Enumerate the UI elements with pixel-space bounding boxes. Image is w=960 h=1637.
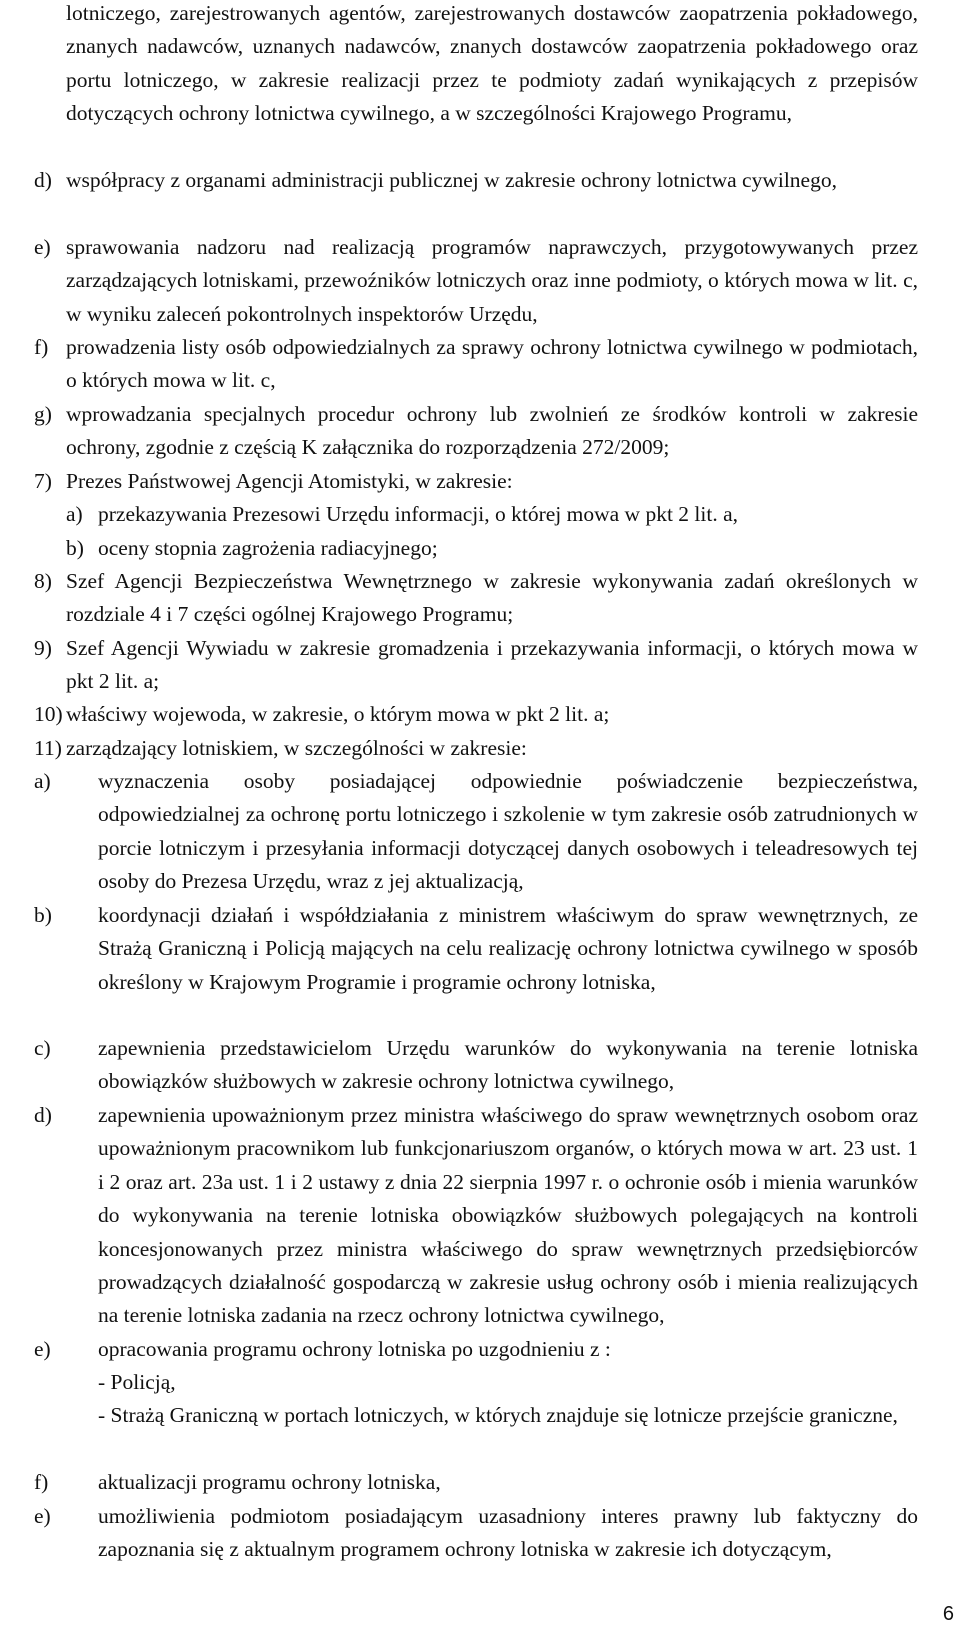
list-label-11e-second: e) xyxy=(34,1504,51,1528)
page-number: 6 xyxy=(942,1603,954,1625)
paragraph-continuation: lotniczego, zarejestrowanych agentów, zarejestrowanych dostawców zaopatrzenia pokładowego, znanych nadawców, uznanych nadawców, znanych dostawców zaopatrzenia pokładowego oraz portu lotniczego, w zakresie realizacji przez te podmioty zadań wynikających z przepisów dotyczących ochrony lotnictwa cywilnego, a w szczególności Krajowego Programu, xyxy=(66,1,918,126)
list-item-11: zarządzający lotniskiem, w szczególności w zakresie: xyxy=(66,736,527,760)
list-item-d: współpracy z organami administracji publicznej w zakresie ochrony lotnictwa cywilnego, xyxy=(66,168,837,192)
list-subitem-straz-graniczna: - Strażą Graniczną w portach lotniczych, w których znajduje się lotnicze przejście graniczne, xyxy=(98,1403,898,1427)
list-label-11d: d) xyxy=(34,1103,52,1127)
list-item-11d: zapewnienia upoważnionym przez ministra właściwego do spraw wewnętrznych osobom oraz upoważnionym pracownikom lub funkcjonariuszom organów, o których mowa w art. 23 ust. 1 i 2 oraz art. 23a ust. 1 i 2 ustawy z dnia 22 sierpnia 1997 r. o ochronie osób i mienia warunków do wykonywania na terenie lotniska obowiązków służbowych polegających na kontroli koncesjonowanych przez ministra właściwego do spraw wewnętrznych przedsiębiorców prowadzących działalność gospodarczą w zakresie usług ochrony osób i mienia realizujących na terenie lotniska zadania na rzecz ochrony lotnictwa cywilnego, xyxy=(98,1103,918,1328)
list-item-7: Prezes Państwowej Agencji Atomistyki, w zakresie: xyxy=(66,469,513,493)
list-label-7b: b) xyxy=(66,536,84,560)
list-label-11b: b) xyxy=(34,903,52,927)
list-label-11e: e) xyxy=(34,1337,51,1361)
list-item-10: właściwy wojewoda, w zakresie, o którym mowa w pkt 2 lit. a; xyxy=(66,702,610,726)
list-label-11a: a) xyxy=(34,769,51,793)
list-item-f: prowadzenia listy osób odpowiedzialnych za sprawy ochrony lotnictwa cywilnego w podmiotach, o których mowa w lit. c, xyxy=(66,335,918,393)
list-label-7a: a) xyxy=(66,502,83,526)
list-item-7b: oceny stopnia zagrożenia radiacyjnego; xyxy=(98,536,438,560)
list-label-11f: f) xyxy=(34,1470,49,1494)
list-label-8: 8) xyxy=(34,569,52,593)
list-label-g: g) xyxy=(34,402,52,426)
list-item-11e: opracowania programu ochrony lotniska po uzgodnieniu z : xyxy=(98,1337,611,1361)
list-subitem-policja: - Policją, xyxy=(98,1370,176,1394)
list-label-f: f) xyxy=(34,335,49,359)
list-label-11: 11) xyxy=(34,736,62,760)
list-label-9: 9) xyxy=(34,636,52,660)
list-item-11a: wyznaczenia osoby posiadającej odpowiednie poświadczenie bezpieczeństwa, odpowiedzialnej za ochronę portu lotniczego i szkolenie w tym zakresie osób zatrudnionych w porcie lotniczym i przesyłania informacji dotyczącej danych osobowych i teleadresowych tej osoby do Prezesa Urzędu, wraz z jej aktualizacją, xyxy=(98,769,918,894)
list-item-7a: przekazywania Prezesowi Urzędu informacji, o której mowa w pkt 2 lit. a, xyxy=(98,502,739,526)
list-item-e: sprawowania nadzoru nad realizacją programów naprawczych, przygotowywanych przez zarządzających lotniskami, przewoźników lotniczych oraz inne podmioty, o których mowa w lit. c, w wyniku zaleceń pokontrolnych inspektorów Urzędu, xyxy=(66,235,918,326)
list-item-9: Szef Agencji Wywiadu w zakresie gromadzenia i przekazywania informacji, o których mowa w pkt 2 lit. a; xyxy=(66,636,918,694)
list-label-10: 10) xyxy=(34,702,63,726)
list-label-7: 7) xyxy=(34,469,52,493)
list-item-11f: aktualizacji programu ochrony lotniska, xyxy=(98,1470,441,1494)
list-item-8: Szef Agencji Bezpieczeństwa Wewnętrznego w zakresie wykonywania zadań określonych w rozdziale 4 i 7 części ogólnej Krajowego Programu; xyxy=(66,569,918,627)
list-label-e: e) xyxy=(34,235,51,259)
list-item-11e-second: umożliwienia podmiotom posiadającym uzasadniony interes prawny lub faktyczny do zapoznania się z aktualnym programem ochrony lotniska w zakresie ich dotyczącym, xyxy=(98,1504,918,1562)
list-label-11c: c) xyxy=(34,1036,51,1060)
list-label-d: d) xyxy=(34,168,52,192)
list-item-11b: koordynacji działań i współdziałania z ministrem właściwym do spraw wewnętrznych, ze Strażą Graniczną i Policją mających na celu realizację ochrony lotnictwa cywilnego w sposób określony w Krajowym Programie i programie ochrony lotniska, xyxy=(98,903,918,994)
list-item-g: wprowadzania specjalnych procedur ochrony lub zwolnień ze środków kontroli w zakresie ochrony, zgodnie z częścią K załącznika do rozporządzenia 272/2009; xyxy=(66,402,918,460)
list-item-11c: zapewnienia przedstawicielom Urzędu warunków do wykonywania na terenie lotniska obowiązków służbowych w zakresie ochrony lotnictwa cywilnego, xyxy=(98,1036,918,1094)
